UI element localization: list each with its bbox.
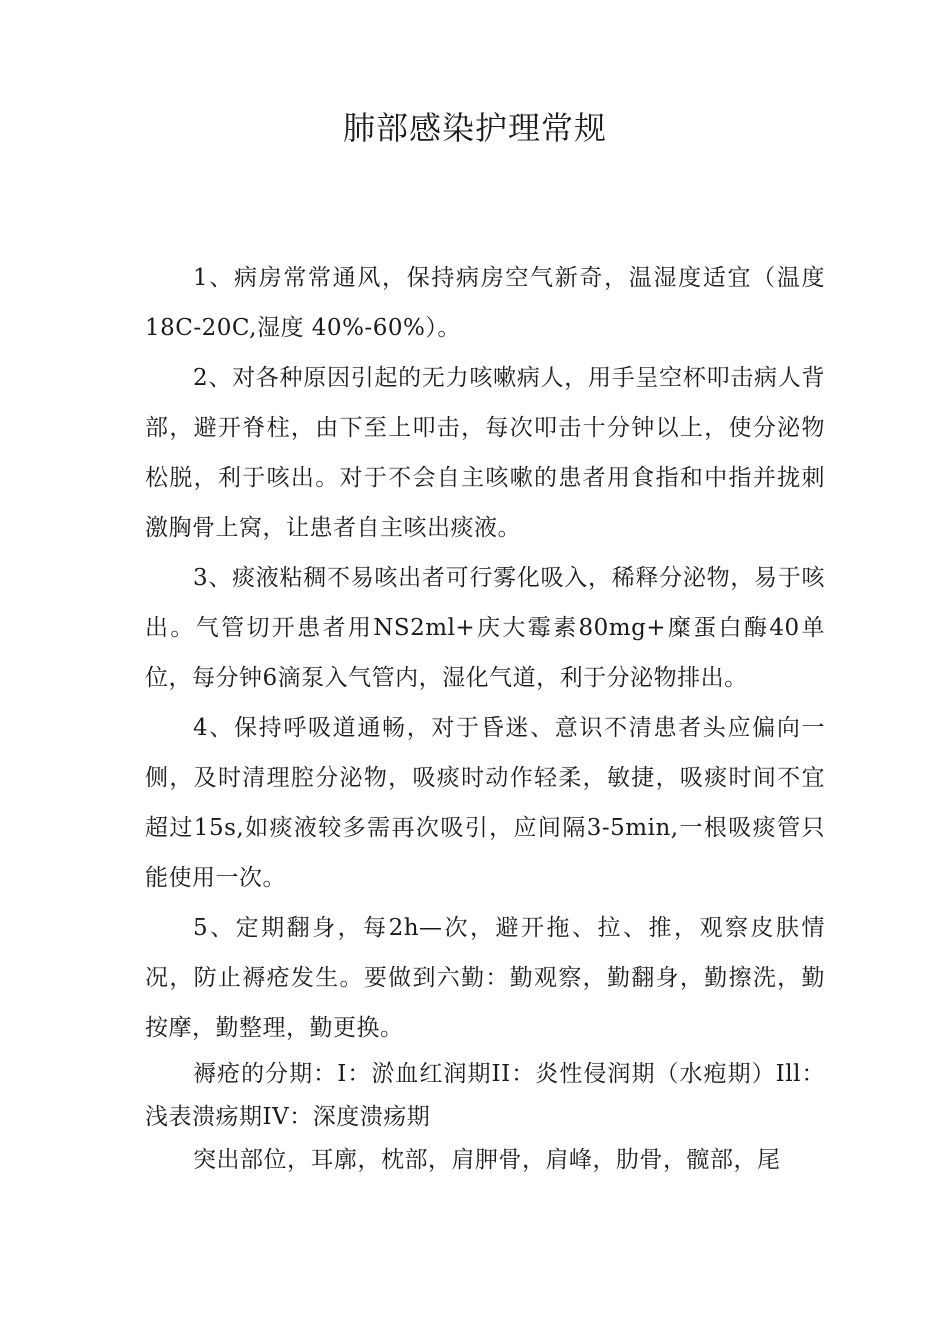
document-body	[145, 253, 825, 1182]
paragraph-nebulization: 3、痰液粘稠不易咳出者可行雾化吸入，稀释分泌物，易于咳出。气管切开患者用NS2ml+庆大霉素80mg+糜蛋白酶40单位，每分钟6滴泵入气管内，湿化气道，利于分泌物排出。	[145, 565, 825, 691]
paragraph-turning: 5、定期翻身，每2h—次，避开拖、拉、推，观察皮肤情况，防止褥疮发生。要做到六勤：勤观察，勤翻身，勤擦洗，勤按摩，勤整理，勤更换。	[145, 915, 825, 1041]
paragraph-ventilation: 1、病房常常通风，保持病房空气新奇，温湿度适宜（温度18C-20C,湿度 40%-60%）。	[145, 265, 825, 341]
document-title: 肺部感染护理常规	[342, 109, 607, 147]
paragraph-percussion: 2、对各种原因引起的无力咳嗽病人，用手呈空杯叩击病人背部，避开脊柱，由下至上叩击，每次叩击十分钟以上，使分泌物松脱，利于咳出。对于不会自主咳嗽的患者用食指和中指并拢刺激胸骨上窝，让患者自主咳出痰液。	[145, 365, 825, 541]
paragraph-airway: 4、保持呼吸道通畅，对于昏迷、意识不清患者头应偏向一侧，及时清理腔分泌物，吸痰时动作轻柔，敏捷，吸痰时间不宜超过15s,如痰液较多需再次吸引，应间隔3-5min,一根吸痰管只能使用一次。	[145, 715, 825, 891]
paragraph-pressure-points: 突出部位，耳廓，枕部，肩胛骨，肩峰，肋骨，髋部，尾	[193, 1147, 781, 1173]
paragraph-bedsore-stages: 褥疮的分期：I：淤血红润期II：炎性侵润期（水疱期）Ill：浅表溃疡期IV：深度溃疡期	[145, 1061, 825, 1130]
